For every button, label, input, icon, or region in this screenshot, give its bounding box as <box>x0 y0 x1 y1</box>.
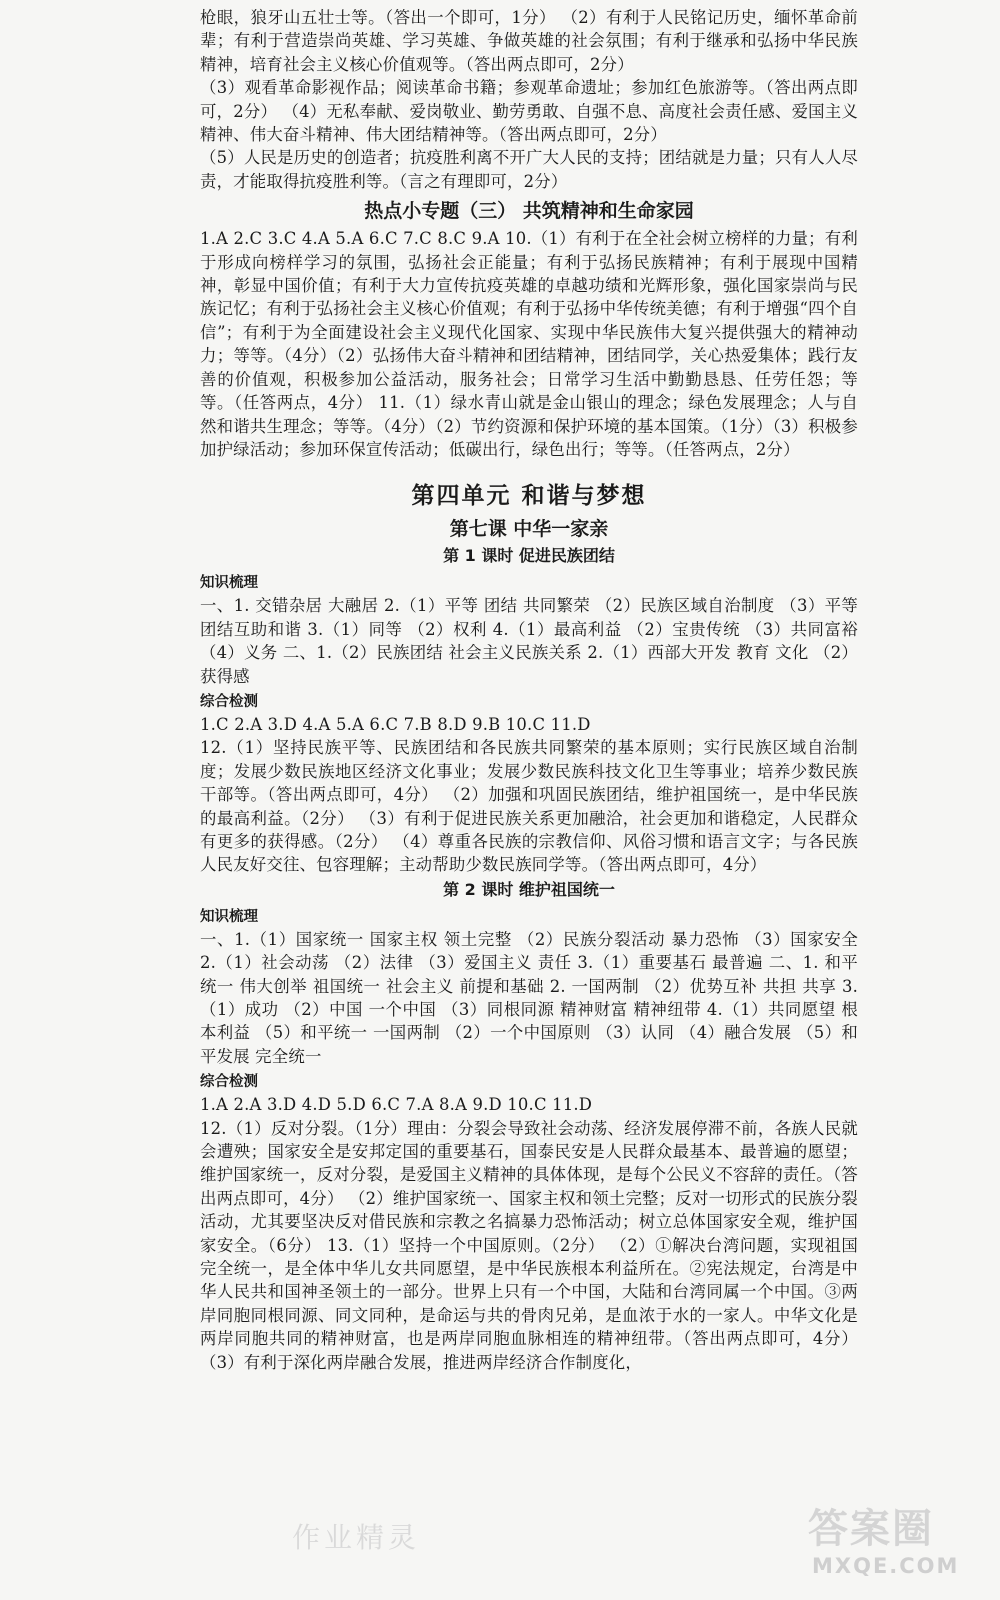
watermark-url: MXQE.COM <box>812 1554 960 1578</box>
paragraph: 1.A 2.C 3.C 4.A 5.A 6.C 7.C 8.C 9.A 10.（1）有利于在全社会树立榜样的力量；有利于形成向榜样学习的氛围，弘扬社会正能量；有利于弘扬民族精神；有利于展现中国精神，彰显中国价值；有利于大力宣传抗疫英雄的卓越功绩和光辉形象，强化国家崇尚与民族记忆；有利于弘扬社会主义核心价值观；有利于弘扬中华传统美德；有利于增强“四个自信”；有利于为全面建设社会主义现代化国家、实现中华民族伟大复兴提供强大的精神动力；等等。（4分）（2）弘扬伟大奋斗精神和团结精神，团结同学，关心热爱集体；践行友善的价值观，积极参加公益活动，服务社会；日常学习生活中勤勤恳恳、任劳任怨；等等。（任答两点，4分） 11.（1）绿水青山就是金山银山的理念；绿色发展理念；人与自然和谐共生理念；等等。（4分）（2）节约资源和保护环境的基本国策。（1分）（3）积极参加护绿活动；参加环保宣传活动；低碳出行，绿色出行；等等。（任答两点，2分） <box>200 229 858 459</box>
lesson-title: 第七课 中华一家亲 <box>449 518 609 541</box>
answer-text-column <box>200 6 858 1374</box>
paragraph: （5）人民是历史的创造者；抗疫胜利离不开广大人民的支持；团结就是力量；只有人人尽责，才能取得抗疫胜利等。（言之有理即可，2分） <box>200 148 858 191</box>
paragraph: （3）观看革命影视作品；阅读革命书籍；参观革命遗址；参加红色旅游等。（答出两点即可，2分） （4）无私奉献、爱岗敬业、勤劳勇敢、自强不息、高度社会责任感、爱国主义精神、伟大奋斗精神、伟大团结精神等。（答出两点即可，2分） <box>200 78 858 145</box>
subsection-label: 知识梳理 <box>200 575 258 592</box>
answer-key-line: 1.C 2.A 3.D 4.A 5.A 6.C 7.B 8.D 9.B 10.C 11.D <box>200 714 591 734</box>
paragraph: 12.（1）坚持民族平等、民族团结和各民族共同繁荣的基本原则；实行民族区域自治制度；发展少数民族地区经济文化事业；发展少数民族科技文化卫生等事业；培养少数民族干部等。（答出两点即可，4分） （2）加强和巩固民族团结，维护祖国统一，是中华民族的最高利益。（2分） （3）有利于促进民族关系更加融洽，社会更加和谐稳定，人民群众有更多的获得感。（2分） （4）尊重各民族的宗教信仰、风俗习惯和语言文字；与各民族人民友好交往、包容理解；主动帮助少数民族同学等。（答出两点即可，4分） <box>200 738 858 875</box>
watermark-logo-text: 答案圈 <box>808 1506 934 1552</box>
unit-title: 第四单元 和谐与梦想 <box>411 483 647 510</box>
watermark-left: 作业精灵 <box>292 1521 421 1554</box>
period-title: 第 1 课时 促进民族团结 <box>443 546 615 566</box>
subsection-label: 知识梳理 <box>200 908 258 925</box>
section-heading: 热点小专题（三） 共筑精神和生命家园 <box>364 200 694 223</box>
paragraph: 12.（1）反对分裂。（1分）理由：分裂会导致社会动荡、经济发展停滞不前，各族人民就会遭殃；国家安全是安邦定国的重要基石，国泰民安是人民群众最基本、最普遍的愿望；维护国家统一，反对分裂，是爱国主义精神的具体体现，是每个公民义不容辞的责任。（答出两点即可，4分） （2）维护国家统一、国家主权和领土完整；反对一切形式的民族分裂活动，尤其要坚决反对借民族和宗教之名搞暴力恐怖活动；树立总体国家安全观，维护国家安全。（6分） 13.（1）坚持一个中国原则。（2分） （2）①解决台湾问题，实现祖国完全统一，是全体中华儿女共同愿望，是中华民族根本利益所在。②宪法规定，台湾是中华人民共和国神圣领土的一部分。世界上只有一个中国，大陆和台湾同属一个中国。③两岸同胞同根同源、同文同种，是命运与共的骨肉兄弟，是血浓于水的一家人。中华文化是两岸同胞共同的精神财富，也是两岸同胞血脉相连的精神纽带。（答出两点即可，4分） （3）有利于深化两岸融合发展，推进两岸经济合作制度化， <box>200 1118 858 1372</box>
watermark-right <box>808 1505 978 1593</box>
answer-key-line: 1.A 2.A 3.D 4.D 5.D 6.C 7.A 8.A 9.D 10.C 11.D <box>200 1095 593 1115</box>
paragraph: 一、1.（1）国家统一 国家主权 领土完整 （2）民族分裂活动 暴力恐怖 （3）国家安全 2.（1）社会动荡 （2）法律 （3）爱国主义 责任 3.（1）重要基石 最普遍 二、1. 和平统一 伟大创举 祖国统一 社会主义 前提和基础 2. 一国两制 （2）优势互补 共担 共享 3.（1）成功 （2）中国 一个中国 （3）同根同源 精神财富 精神纽带 4.（1）共同愿望 根本利益 （5）和平统一 一国两制 （2）一个中国原则 （3）认同 （4）融合发展 （5）和平发展 完全统一 <box>200 929 858 1066</box>
subsection-label: 综合检测 <box>200 1074 258 1091</box>
subsection-label: 综合检测 <box>200 693 258 710</box>
period-title: 第 2 课时 维护祖国统一 <box>443 879 615 899</box>
paragraph: 枪眼，狼牙山五壮士等。（答出一个即可，1分） （2）有利于人民铭记历史，缅怀革命前辈；有利于营造崇尚英雄、学习英雄、争做英雄的社会氛围；有利于继承和弘扬中华民族精神，培育社会主义核心价值观等。（答出两点即可，2分） <box>200 8 858 74</box>
paragraph: 一、1. 交错杂居 大融居 2.（1）平等 团结 共同繁荣 （2）民族区域自治制度 （3）平等团结互助和谐 3.（1）同等 （2）权利 4.（1）最高利益 （2）宝贵传统 （3）共同富裕 （4）义务 二、1.（2）民族团结 社会主义民族关系 2.（1）西部大开发 教育 文化 （2）获得感 <box>200 596 858 686</box>
